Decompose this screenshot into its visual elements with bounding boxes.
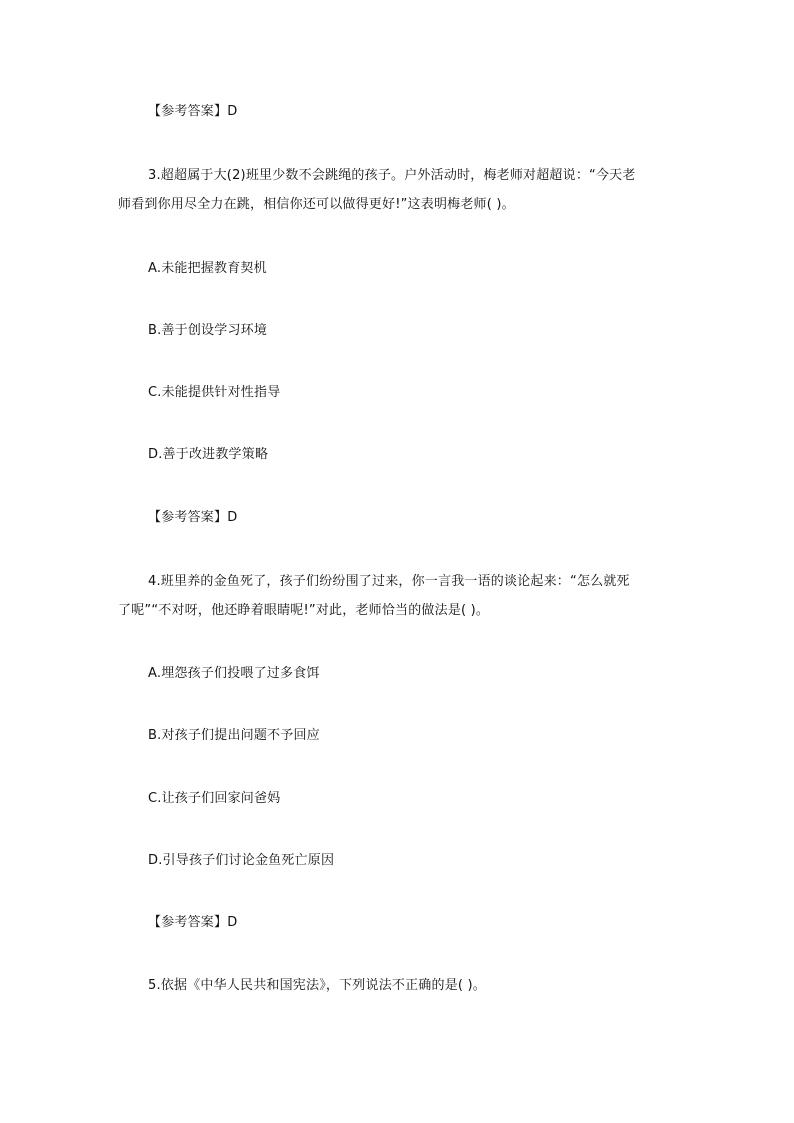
question-4-option-b: B.对孩子们提出问题不予回应 [148, 728, 320, 743]
question-3-text-line-1: 3.超超属于大(2)班里少数不会跳绳的孩子。户外活动时，梅老师对超超说：“今天老 [148, 168, 636, 183]
question-4-option-c: C.让孩子们回家问爸妈 [148, 791, 281, 806]
question-3-text-line-2: 师看到你用尽全力在跳，相信你还可以做得更好!”这表明梅老师( )。 [118, 197, 515, 212]
question-3-option-b: B.善于创设学习环境 [148, 323, 268, 338]
answer-label: 【参考答案】D [148, 104, 238, 119]
question-3-option-c: C.未能提供针对性指导 [148, 385, 281, 400]
question-5-text-line-1: 5.依据《中华人民共和国宪法》，下列说法不正确的是( )。 [148, 978, 486, 993]
question-4-option-d: D.引导孩子们讨论金鱼死亡原因 [148, 853, 335, 868]
answer-label: 【参考答案】D [148, 915, 238, 930]
question-3-option-d: D.善于改进教学策略 [148, 447, 269, 462]
question-3-option-a: A.未能把握教育契机 [148, 261, 267, 276]
question-4-text-line-2: 了呢”“不对呀，他还睁着眼睛呢!”对此，老师恰当的做法是( )。 [118, 603, 490, 618]
answer-label: 【参考答案】D [148, 510, 238, 525]
question-4-text-line-1: 4.班里养的金鱼死了，孩子们纷纷围了过来，你一言我一语的谈论起来：“怎么就死 [148, 574, 630, 589]
question-4-option-a: A.埋怨孩子们投喂了过多食饵 [148, 666, 320, 681]
